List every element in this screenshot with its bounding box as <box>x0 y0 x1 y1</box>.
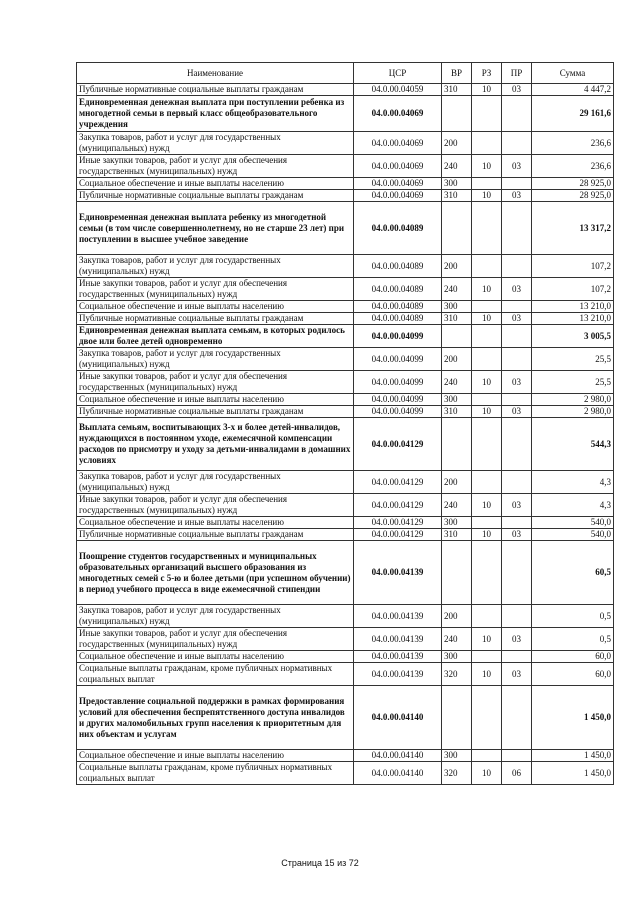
cell-name: Поощрение студентов государственных и муниципальных образовательных организаций высшего образования из многодетных семей с 5-ю и более детьми (при успешном обучении) в период учебного процесса в виде ежемесячной стипендии <box>77 541 354 605</box>
cell-csr: 04.0.00.04089 <box>354 278 442 301</box>
header-rz: РЗ <box>472 63 502 84</box>
table-row <box>77 628 614 651</box>
cell-rz <box>472 348 502 371</box>
cell-vr: 320 <box>442 762 472 785</box>
cell-pr <box>502 651 532 663</box>
cell-csr: 04.0.00.04129 <box>354 471 442 494</box>
cell-csr: 04.0.00.04099 <box>354 371 442 394</box>
cell-csr: 04.0.00.04069 <box>354 178 442 190</box>
cell-rz: 10 <box>472 406 502 418</box>
cell-name: Предоставление социальной поддержки в рамках формирования условий для обеспечения беспрепятственного доступа инвалидов и других маломобильных групп населения к приоритетным для них объектам и услугам <box>77 686 354 750</box>
cell-vr <box>442 418 472 471</box>
cell-name: Публичные нормативные социальные выплаты гражданам <box>77 84 354 96</box>
cell-vr: 200 <box>442 132 472 155</box>
cell-rz <box>472 651 502 663</box>
cell-vr: 310 <box>442 84 472 96</box>
table-row <box>77 155 614 178</box>
section-row <box>77 202 614 255</box>
cell-sum: 544,3 <box>532 418 614 471</box>
section-row <box>77 96 614 132</box>
cell-rz <box>472 605 502 628</box>
cell-vr: 300 <box>442 517 472 529</box>
budget-table <box>76 62 614 785</box>
cell-rz <box>472 325 502 348</box>
cell-csr: 04.0.00.04069 <box>354 96 442 132</box>
cell-sum: 1 450,0 <box>532 686 614 750</box>
table-row <box>77 348 614 371</box>
cell-rz <box>472 471 502 494</box>
cell-pr: 06 <box>502 762 532 785</box>
cell-name: Публичные нормативные социальные выплаты гражданам <box>77 313 354 325</box>
table-row <box>77 278 614 301</box>
table-row <box>77 178 614 190</box>
cell-pr: 03 <box>502 313 532 325</box>
cell-vr: 310 <box>442 406 472 418</box>
table-header-row <box>77 63 614 84</box>
cell-pr <box>502 471 532 494</box>
cell-pr <box>502 605 532 628</box>
cell-pr: 03 <box>502 278 532 301</box>
cell-rz <box>472 96 502 132</box>
cell-vr: 240 <box>442 278 472 301</box>
cell-name: Социальное обеспечение и иные выплаты населению <box>77 178 354 190</box>
cell-sum: 540,0 <box>532 517 614 529</box>
header-sum: Сумма <box>532 63 614 84</box>
cell-vr: 300 <box>442 651 472 663</box>
cell-name: Закупка товаров, работ и услуг для государственных (муниципальных) нужд <box>77 132 354 155</box>
section-row <box>77 325 614 348</box>
cell-name: Публичные нормативные социальные выплаты гражданам <box>77 406 354 418</box>
table-row <box>77 494 614 517</box>
cell-pr: 03 <box>502 190 532 202</box>
cell-sum: 236,6 <box>532 155 614 178</box>
cell-sum: 25,5 <box>532 348 614 371</box>
header-pr: ПР <box>502 63 532 84</box>
cell-csr: 04.0.00.04069 <box>354 190 442 202</box>
cell-vr <box>442 686 472 750</box>
cell-csr: 04.0.00.04059 <box>354 84 442 96</box>
cell-csr: 04.0.00.04099 <box>354 348 442 371</box>
cell-pr <box>502 325 532 348</box>
cell-pr: 03 <box>502 371 532 394</box>
cell-vr <box>442 325 472 348</box>
cell-csr: 04.0.00.04129 <box>354 418 442 471</box>
table-row <box>77 394 614 406</box>
table-row <box>77 651 614 663</box>
cell-pr <box>502 178 532 190</box>
cell-rz <box>472 418 502 471</box>
cell-vr: 320 <box>442 663 472 686</box>
table-row <box>77 313 614 325</box>
cell-vr <box>442 202 472 255</box>
cell-csr: 04.0.00.04139 <box>354 663 442 686</box>
cell-name: Иные закупки товаров, работ и услуг для обеспечения государственных (муниципальных) нужд <box>77 278 354 301</box>
section-row <box>77 541 614 605</box>
cell-vr: 240 <box>442 628 472 651</box>
cell-rz: 10 <box>472 84 502 96</box>
cell-pr <box>502 255 532 278</box>
cell-rz <box>472 178 502 190</box>
cell-pr: 03 <box>502 155 532 178</box>
cell-sum: 4,3 <box>532 494 614 517</box>
cell-vr <box>442 96 472 132</box>
cell-rz: 10 <box>472 155 502 178</box>
cell-rz <box>472 541 502 605</box>
cell-sum: 107,2 <box>532 278 614 301</box>
cell-csr: 04.0.00.04099 <box>354 325 442 348</box>
cell-vr <box>442 541 472 605</box>
table-row <box>77 190 614 202</box>
cell-pr: 03 <box>502 494 532 517</box>
table-row <box>77 301 614 313</box>
cell-sum: 13 210,0 <box>532 301 614 313</box>
cell-rz <box>472 394 502 406</box>
cell-name: Публичные нормативные социальные выплаты гражданам <box>77 190 354 202</box>
cell-vr: 200 <box>442 471 472 494</box>
cell-sum: 540,0 <box>532 529 614 541</box>
cell-sum: 107,2 <box>532 255 614 278</box>
cell-pr <box>502 348 532 371</box>
header-csr: ЦСР <box>354 63 442 84</box>
table-row <box>77 750 614 762</box>
cell-sum: 0,5 <box>532 628 614 651</box>
cell-csr: 04.0.00.04139 <box>354 651 442 663</box>
cell-name: Иные закупки товаров, работ и услуг для обеспечения государственных (муниципальных) нужд <box>77 371 354 394</box>
cell-name: Социальное обеспечение и иные выплаты населению <box>77 394 354 406</box>
cell-rz <box>472 255 502 278</box>
cell-name: Социальное обеспечение и иные выплаты населению <box>77 517 354 529</box>
cell-sum: 2 980,0 <box>532 394 614 406</box>
cell-sum: 25,5 <box>532 371 614 394</box>
table-row <box>77 605 614 628</box>
cell-csr: 04.0.00.04089 <box>354 255 442 278</box>
cell-csr: 04.0.00.04129 <box>354 517 442 529</box>
section-row <box>77 418 614 471</box>
table-row <box>77 132 614 155</box>
cell-name: Закупка товаров, работ и услуг для государственных (муниципальных) нужд <box>77 348 354 371</box>
cell-csr: 04.0.00.04129 <box>354 494 442 517</box>
cell-pr: 03 <box>502 628 532 651</box>
cell-name: Социальное обеспечение и иные выплаты населению <box>77 651 354 663</box>
cell-sum: 28 925,0 <box>532 190 614 202</box>
cell-sum: 0,5 <box>532 605 614 628</box>
cell-csr: 04.0.00.04069 <box>354 132 442 155</box>
cell-name: Иные закупки товаров, работ и услуг для обеспечения государственных (муниципальных) нужд <box>77 155 354 178</box>
cell-name: Социальные выплаты гражданам, кроме публичных нормативных социальных выплат <box>77 663 354 686</box>
cell-csr: 04.0.00.04140 <box>354 762 442 785</box>
cell-csr: 04.0.00.04099 <box>354 394 442 406</box>
cell-csr: 04.0.00.04089 <box>354 202 442 255</box>
cell-csr: 04.0.00.04139 <box>354 628 442 651</box>
table-row <box>77 471 614 494</box>
cell-pr <box>502 132 532 155</box>
cell-name: Иные закупки товаров, работ и услуг для обеспечения государственных (муниципальных) нужд <box>77 628 354 651</box>
cell-name: Публичные нормативные социальные выплаты гражданам <box>77 529 354 541</box>
cell-name: Иные закупки товаров, работ и услуг для обеспечения государственных (муниципальных) нужд <box>77 494 354 517</box>
cell-rz: 10 <box>472 529 502 541</box>
cell-sum: 60,0 <box>532 663 614 686</box>
cell-csr: 04.0.00.04099 <box>354 406 442 418</box>
table-row <box>77 517 614 529</box>
table-row <box>77 762 614 785</box>
cell-pr <box>502 541 532 605</box>
cell-csr: 04.0.00.04069 <box>354 155 442 178</box>
table-row <box>77 406 614 418</box>
cell-vr: 200 <box>442 255 472 278</box>
cell-pr: 03 <box>502 529 532 541</box>
cell-sum: 13 210,0 <box>532 313 614 325</box>
cell-name: Единовременная денежная выплата ребенку из многодетной семьи (в том числе совершеннолетнему, но не старше 23 лет) при поступлении в высшее учебное заведение <box>77 202 354 255</box>
cell-name: Закупка товаров, работ и услуг для государственных (муниципальных) нужд <box>77 255 354 278</box>
cell-sum: 60,0 <box>532 651 614 663</box>
cell-rz: 10 <box>472 190 502 202</box>
cell-rz <box>472 132 502 155</box>
cell-name: Закупка товаров, работ и услуг для государственных (муниципальных) нужд <box>77 605 354 628</box>
header-name: Наименование <box>77 63 354 84</box>
table-row <box>77 255 614 278</box>
cell-vr: 240 <box>442 494 472 517</box>
cell-rz: 10 <box>472 628 502 651</box>
cell-name: Социальные выплаты гражданам, кроме публичных нормативных социальных выплат <box>77 762 354 785</box>
cell-pr <box>502 301 532 313</box>
cell-pr: 03 <box>502 663 532 686</box>
cell-pr <box>502 418 532 471</box>
table-body <box>77 84 614 785</box>
cell-pr: 03 <box>502 406 532 418</box>
header-vr: ВР <box>442 63 472 84</box>
cell-sum: 4,3 <box>532 471 614 494</box>
cell-name: Закупка товаров, работ и услуг для государственных (муниципальных) нужд <box>77 471 354 494</box>
cell-csr: 04.0.00.04139 <box>354 605 442 628</box>
section-row <box>77 686 614 750</box>
cell-sum: 13 317,2 <box>532 202 614 255</box>
cell-rz: 10 <box>472 494 502 517</box>
cell-pr <box>502 394 532 406</box>
cell-vr: 300 <box>442 178 472 190</box>
cell-rz <box>472 750 502 762</box>
cell-sum: 1 450,0 <box>532 750 614 762</box>
cell-csr: 04.0.00.04140 <box>354 750 442 762</box>
cell-pr <box>502 750 532 762</box>
table-row <box>77 529 614 541</box>
cell-name: Социальное обеспечение и иные выплаты населению <box>77 301 354 313</box>
cell-rz <box>472 517 502 529</box>
cell-rz: 10 <box>472 313 502 325</box>
cell-csr: 04.0.00.04139 <box>354 541 442 605</box>
cell-pr <box>502 517 532 529</box>
cell-rz <box>472 301 502 313</box>
cell-sum: 2 980,0 <box>532 406 614 418</box>
cell-rz <box>472 202 502 255</box>
cell-csr: 04.0.00.04129 <box>354 529 442 541</box>
cell-pr <box>502 686 532 750</box>
cell-vr: 240 <box>442 155 472 178</box>
page-number: Страница 15 из 72 <box>281 858 359 868</box>
cell-vr: 310 <box>442 529 472 541</box>
cell-vr: 200 <box>442 605 472 628</box>
cell-sum: 60,5 <box>532 541 614 605</box>
cell-vr: 300 <box>442 301 472 313</box>
cell-pr: 03 <box>502 84 532 96</box>
cell-sum: 29 161,6 <box>532 96 614 132</box>
cell-name: Социальное обеспечение и иные выплаты населению <box>77 750 354 762</box>
table-row <box>77 371 614 394</box>
cell-vr: 200 <box>442 348 472 371</box>
cell-vr: 300 <box>442 394 472 406</box>
cell-sum: 236,6 <box>532 132 614 155</box>
cell-rz: 10 <box>472 663 502 686</box>
cell-sum: 1 450,0 <box>532 762 614 785</box>
table-row <box>77 84 614 96</box>
cell-rz: 10 <box>472 278 502 301</box>
cell-vr: 240 <box>442 371 472 394</box>
cell-csr: 04.0.00.04089 <box>354 313 442 325</box>
cell-vr: 300 <box>442 750 472 762</box>
cell-vr: 310 <box>442 313 472 325</box>
cell-name: Единовременная денежная выплата семьям, в которых родилось двое или более детей одновременно <box>77 325 354 348</box>
table-row <box>77 663 614 686</box>
cell-name: Единовременная денежная выплата при поступлении ребенка из многодетной семьи в первый класс общеобразовательного учреждения <box>77 96 354 132</box>
cell-rz <box>472 686 502 750</box>
cell-sum: 4 447,2 <box>532 84 614 96</box>
cell-csr: 04.0.00.04089 <box>354 301 442 313</box>
cell-sum: 3 005,5 <box>532 325 614 348</box>
cell-rz: 10 <box>472 762 502 785</box>
cell-name: Выплата семьям, воспитывающих 3-х и более детей-инвалидов, нуждающихся в постоянном уходе, ежемесячной компенсации расходов по присмотру и уходу за детьми-инвалидами в домашних условиях <box>77 418 354 471</box>
cell-sum: 28 925,0 <box>532 178 614 190</box>
cell-vr: 310 <box>442 190 472 202</box>
cell-csr: 04.0.00.04140 <box>354 686 442 750</box>
cell-pr <box>502 202 532 255</box>
cell-rz: 10 <box>472 371 502 394</box>
cell-pr <box>502 96 532 132</box>
